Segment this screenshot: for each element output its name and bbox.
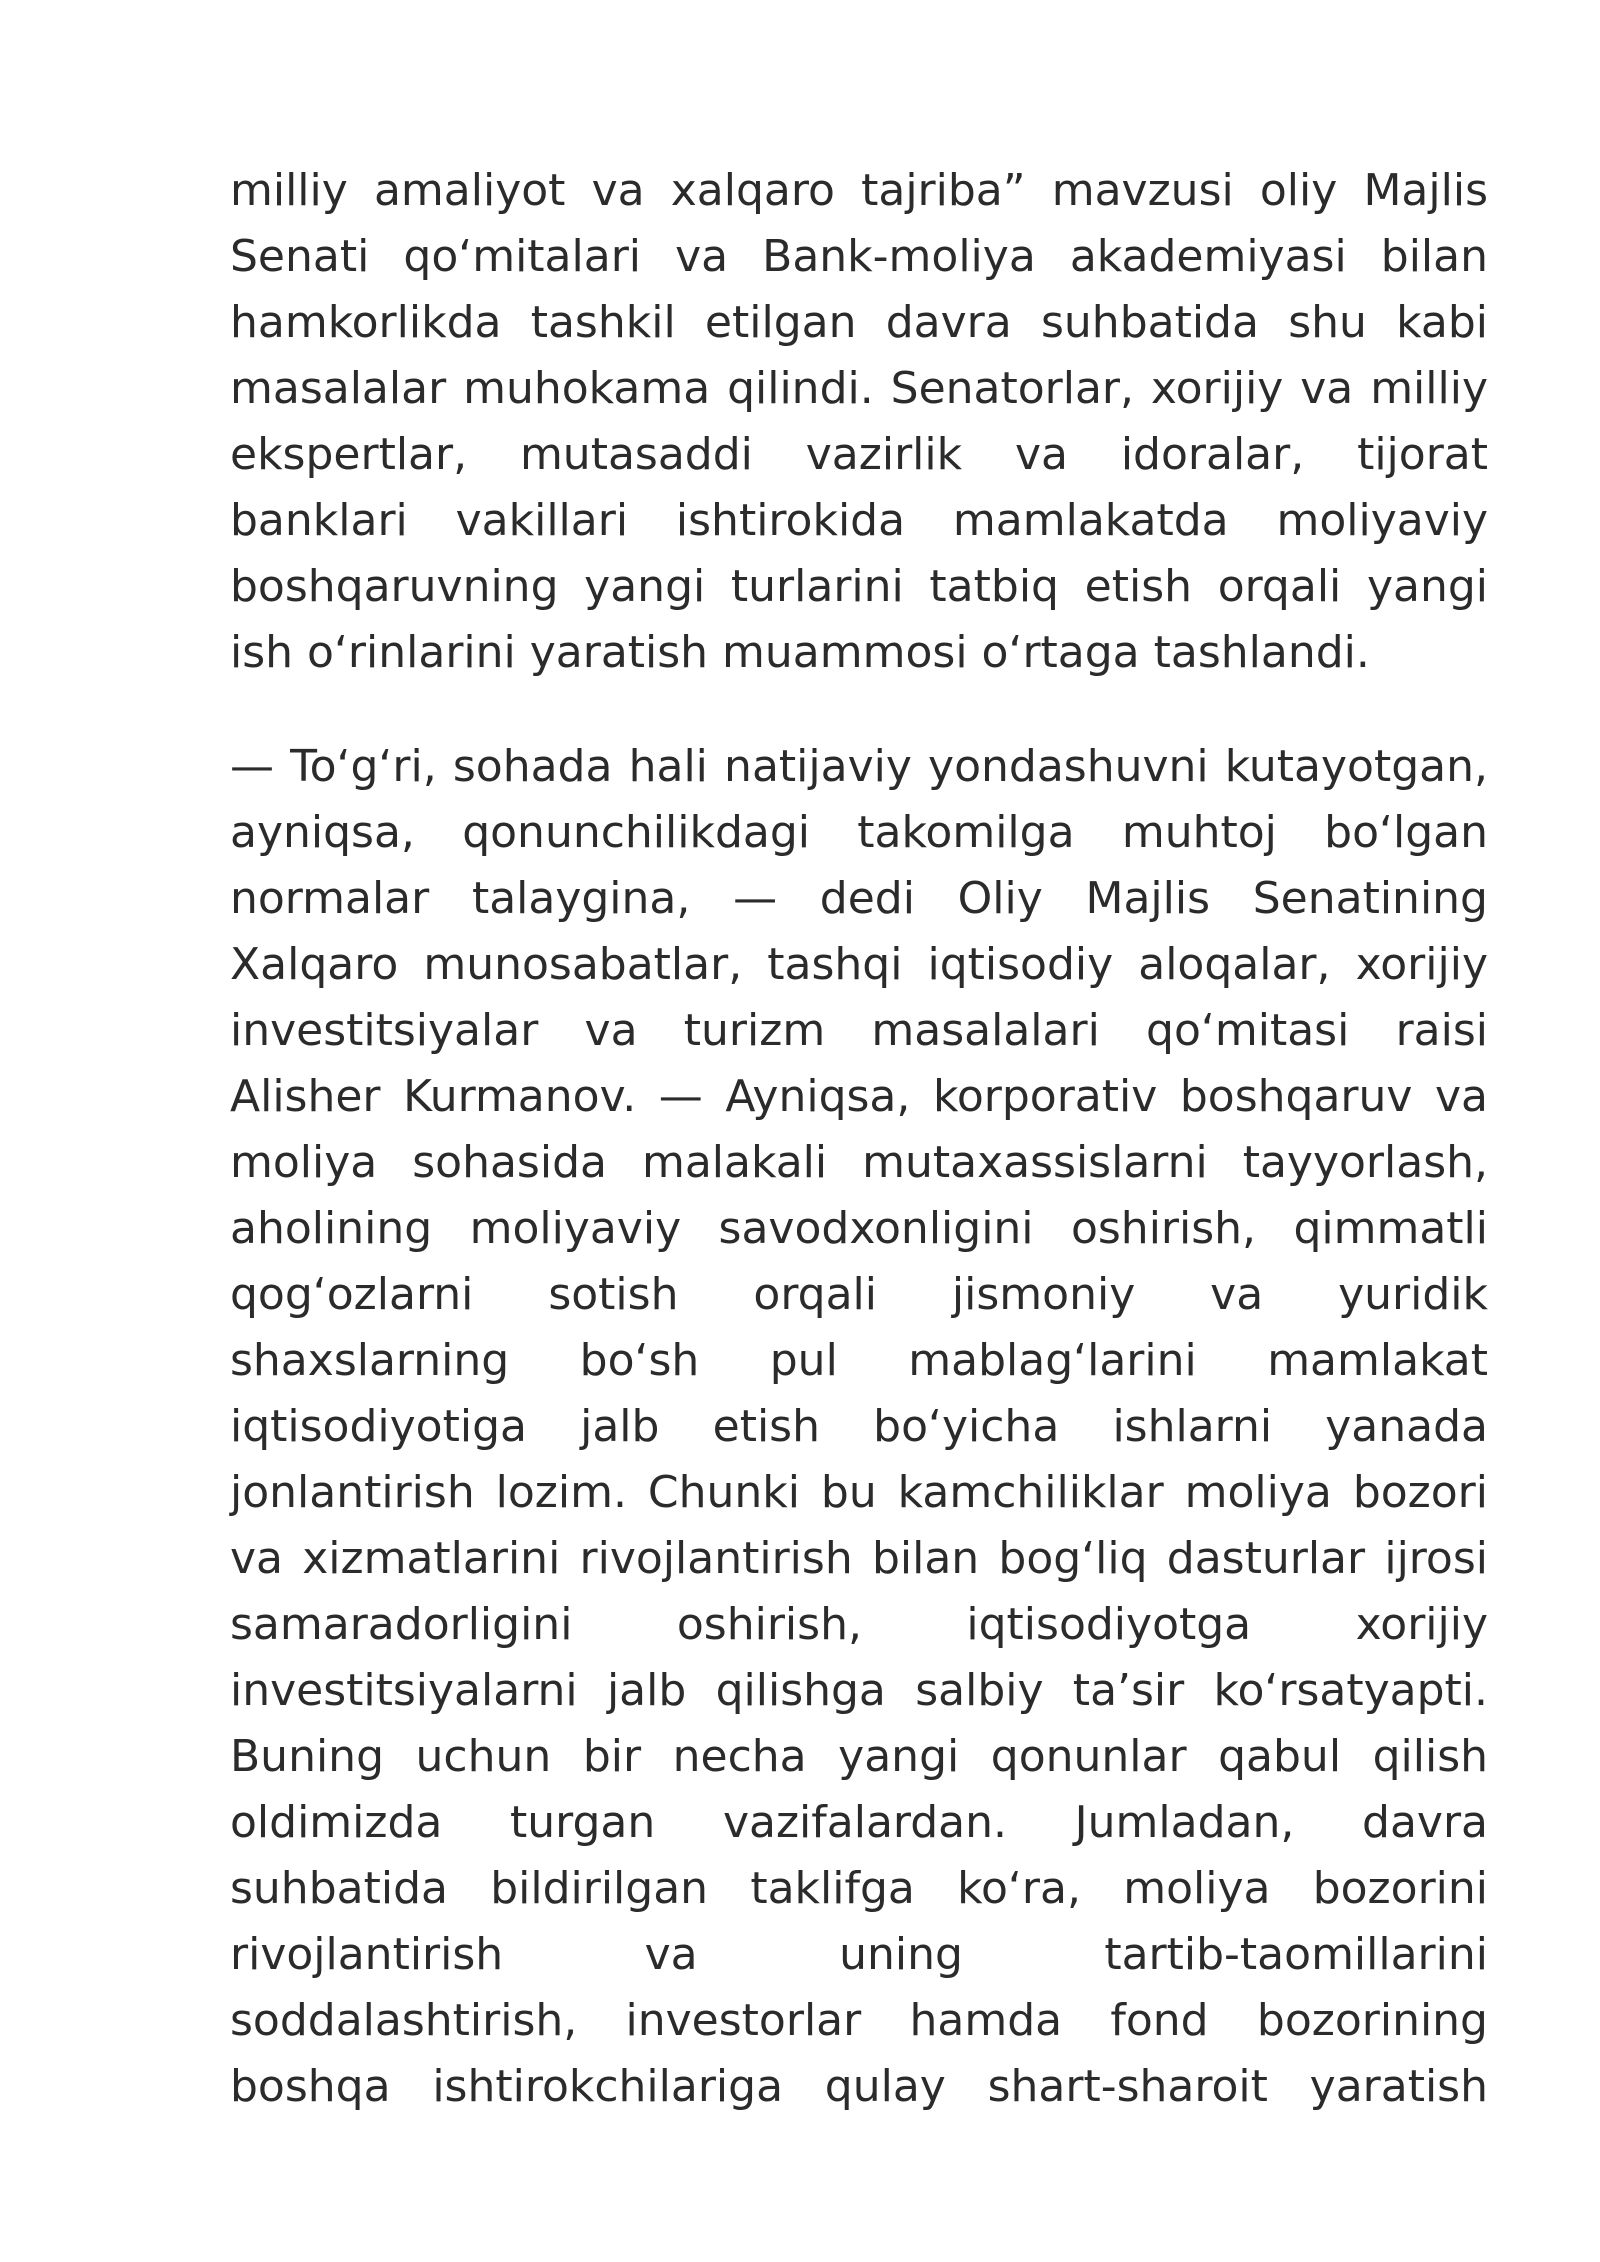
text-line: soddalashtirish, investorlar hamda fond bozorining [230,1995,1488,2046]
text-line: samaradorligini oshirish, iqtisodiyotga xorijiy [230,1599,1488,1650]
text-line: ekspertlar, mutasaddi vazirlik va idoralar, tijorat [230,429,1488,480]
text-line: normalar talaygina, — dedi Oliy Majlis Senatining [230,873,1488,924]
text-line: moliya sohasida malakali mutaxassislarni tayyorlash, [230,1137,1488,1188]
text-line: iqtisodiyotiga jalb etish boʻyicha ishlarni yanada [230,1401,1488,1452]
text-line: qogʻozlarni sotish orqali jismoniy va yuridik [230,1269,1488,1320]
text-line: banklari vakillari ishtirokida mamlakatda moliyaviy [230,495,1488,546]
text-line: — Toʻgʻri, sohada hali natijaviy yondashuvni kutayotgan, [230,741,1488,792]
text-line: shaxslarning boʻsh pul mablagʻlarini mamlakat [230,1335,1488,1386]
text-line: va xizmatlarini rivojlantirish bilan bogʻliq dasturlar ijrosi [230,1533,1488,1584]
text-line: jonlantirish lozim. Chunki bu kamchiliklar moliya bozori [230,1467,1488,1518]
text-line: investitsiyalar va turizm masalalari qoʻmitasi raisi [230,1005,1488,1056]
text-line: hamkorlikda tashkil etilgan davra suhbatida shu kabi [230,297,1488,348]
article-body [230,158,1488,2120]
paragraph [230,734,1488,2120]
text-line: masalalar muhokama qilindi. Senatorlar, xorijiy va milliy [230,363,1488,414]
text-line: investitsiyalarni jalb qilishga salbiy taʼsir koʻrsatyapti. [230,1665,1488,1716]
text-line: ayniqsa, qonunchilikdagi takomilga muhtoj boʻlgan [230,807,1488,858]
text-line: boshqaruvning yangi turlarini tatbiq etish orqali yangi [230,561,1488,612]
text-line: boshqa ishtirokchilariga qulay shart-sharoit yaratish [230,2061,1488,2112]
text-line: Senati qoʻmitalari va Bank-moliya akademiyasi bilan [230,231,1488,282]
paragraph-spacer [230,686,1488,734]
text-line: Alisher Kurmanov. — Ayniqsa, korporativ boshqaruv va [230,1071,1488,1122]
text-line: milliy amaliyot va xalqaro tajriba” mavzusi oliy Majlis [230,165,1488,216]
text-line: suhbatida bildirilgan taklifga koʻra, moliya bozorini [230,1863,1488,1914]
paragraph [230,158,1488,686]
text-line: Buning uchun bir necha yangi qonunlar qabul qilish [230,1731,1488,1782]
text-line: oldimizda turgan vazifalardan. Jumladan, davra [230,1797,1488,1848]
text-line: ish oʻrinlarini yaratish muammosi oʻrtaga tashlandi. [230,627,1370,678]
text-line: aholining moliyaviy savodxonligini oshirish, qimmatli [230,1203,1488,1254]
text-line: Xalqaro munosabatlar, tashqi iqtisodiy aloqalar, xorijiy [230,939,1488,990]
text-line: rivojlantirish va uning tartib-taomillarini [230,1929,1488,1980]
